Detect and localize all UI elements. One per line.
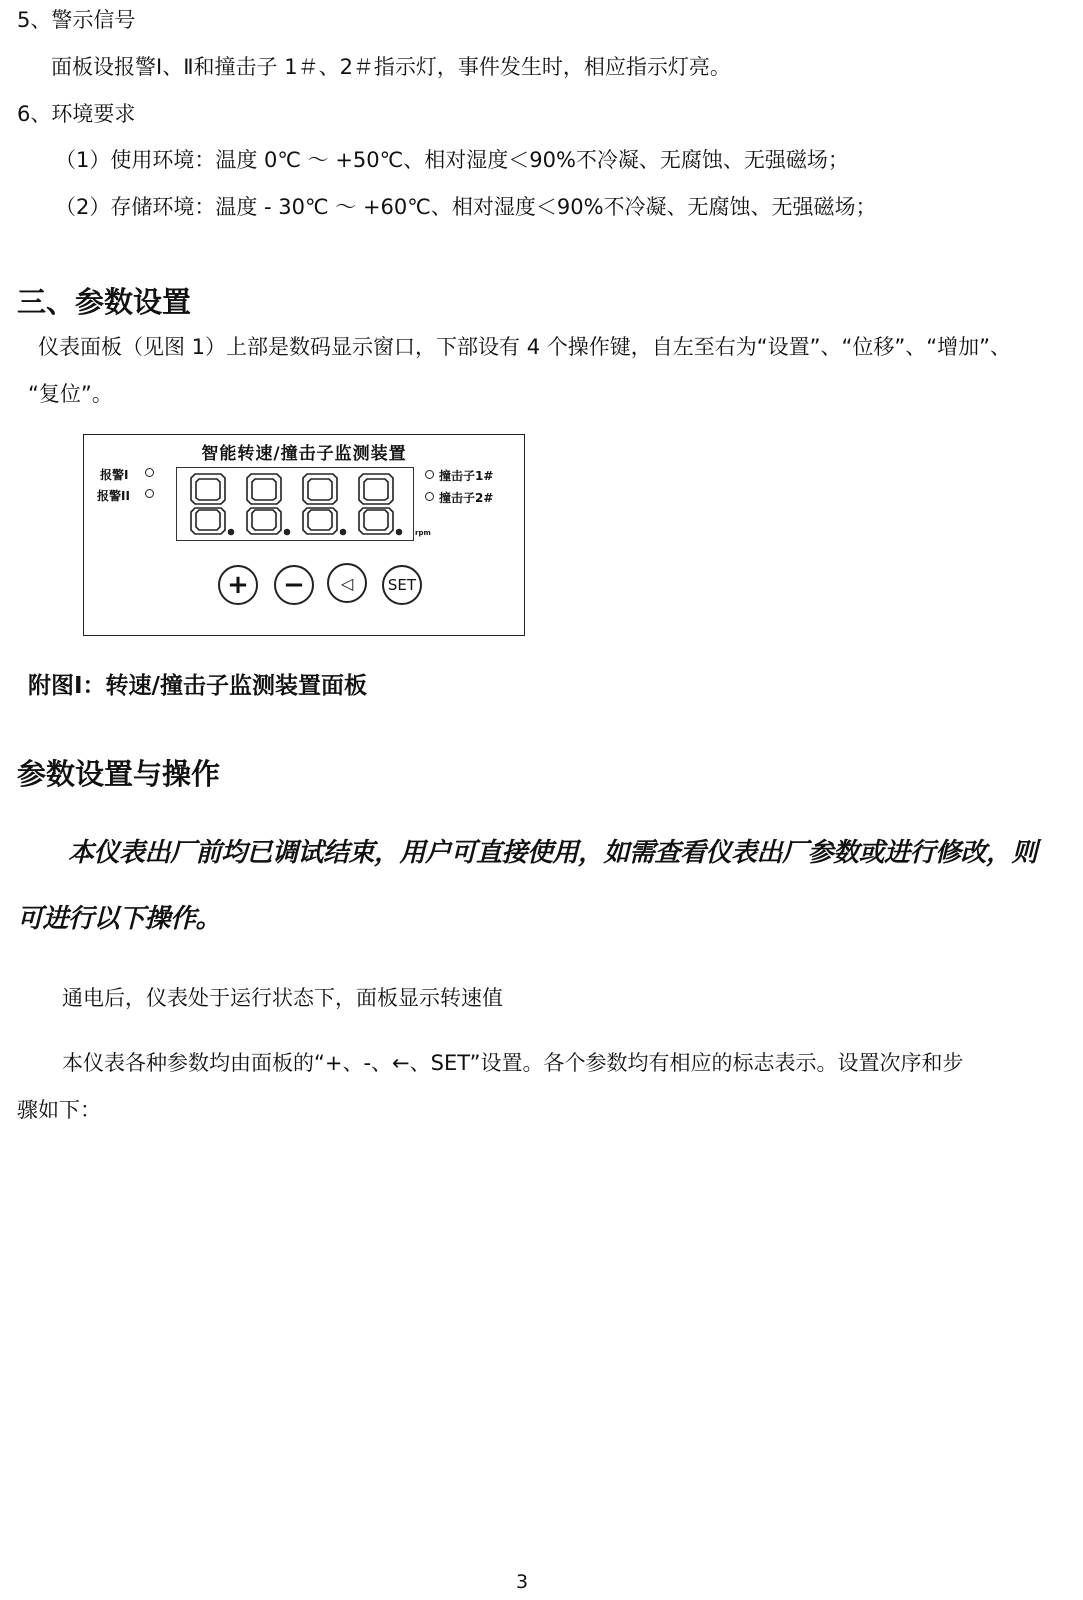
striker-1-label: 撞击子1# xyxy=(439,469,494,483)
digit-3 xyxy=(303,474,346,535)
paragraph-settings-line-1: 本仪表各种参数均由面板的“+、-、←、SET”设置。各个参数均有相应的标志表示。设置次序和步 xyxy=(62,1051,964,1075)
minus-icon xyxy=(274,565,314,605)
intro-line-1: 仪表面板（见图 1）上部是数码显示窗口，下部设有 4 个操作键，自左至右为“设置”、“位移”、“增加”、 xyxy=(38,335,1012,359)
paragraph-power-on: 通电后，仪表处于运行状态下，面板显示转速值 xyxy=(62,986,503,1010)
striker-2-label: 撞击子2# xyxy=(439,491,494,505)
digit-2 xyxy=(247,474,290,535)
alarm-2-label: 报警II xyxy=(97,489,130,503)
striker-2-indicator-icon xyxy=(425,492,434,501)
unit-label: rpm xyxy=(415,529,431,537)
plus-icon xyxy=(218,565,258,605)
italic-note-line-2: 可进行以下操作。 xyxy=(17,904,222,934)
page-number: 3 xyxy=(516,1571,529,1593)
section-5-body: 面板设报警Ⅰ、Ⅱ和撞击子 1＃、2＃指示灯，事件发生时，相应指示灯亮。 xyxy=(51,55,731,79)
shift-left-icon xyxy=(327,563,367,603)
seven-segment-display xyxy=(176,467,414,541)
intro-line-2: “复位”。 xyxy=(28,382,113,406)
operation-title: 参数设置与操作 xyxy=(17,757,221,791)
panel-title: 智能转速/撞击子监测装置 xyxy=(201,444,407,464)
alarm-1-indicator-icon xyxy=(145,468,154,477)
paragraph-settings-line-2: 骤如下： xyxy=(17,1098,101,1122)
set-button-label: SET xyxy=(387,576,417,594)
digit-1 xyxy=(191,474,234,535)
device-panel-figure xyxy=(83,434,525,636)
section-5-heading: 5、警示信号 xyxy=(17,8,136,32)
digit-4 xyxy=(359,474,402,535)
alarm-2-indicator-icon xyxy=(145,489,154,498)
section-6-heading: 6、环境要求 xyxy=(17,102,136,126)
striker-1-indicator-icon xyxy=(425,470,434,479)
shift-button-label: ◁ xyxy=(340,573,354,593)
figure-caption: 附图Ⅰ：转速/撞击子监测装置面板 xyxy=(28,673,367,699)
set-icon xyxy=(382,565,422,605)
env-item-use: （1）使用环境：温度 0℃ ～ +50℃、相对湿度＜90%不冷凝、无腐蚀、无强磁场； xyxy=(55,148,849,172)
minus-button-label: − xyxy=(283,570,305,600)
section-3-title: 三、参数设置 xyxy=(17,285,192,319)
seven-segment-digits xyxy=(177,468,412,539)
alarm-1-label: 报警I xyxy=(100,468,129,482)
plus-button-label: + xyxy=(227,570,249,600)
italic-note-line-1: 本仪表出厂前均已调试结束，用户可直接使用，如需查看仪表出厂参数或进行修改，则 xyxy=(68,838,1038,868)
env-item-storage: （2）存储环境：温度 - 30℃ ～ +60℃、相对湿度＜90%不冷凝、无腐蚀、无强磁场； xyxy=(55,195,877,219)
